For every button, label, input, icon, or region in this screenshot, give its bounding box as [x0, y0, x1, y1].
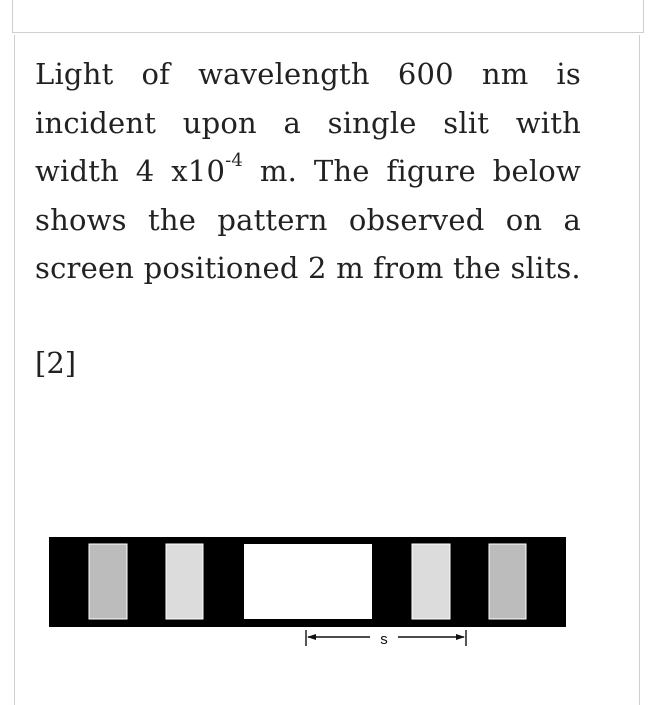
marks-label: [2] — [35, 346, 77, 380]
exponent: -4 — [225, 150, 244, 172]
arrow-right-head — [456, 634, 465, 640]
diffraction-pattern-figure — [48, 536, 568, 652]
question-text-end: m. The figure below shows the pattern observed on a screen positioned 2 m from the slits. — [35, 154, 581, 285]
question-text — [35, 50, 581, 293]
question-text-main: Light of wavelength 600 nm is incident upon a single slit with width 4 x10 — [35, 57, 581, 188]
top-frame — [12, 0, 644, 33]
fringe-second-order-left — [89, 544, 127, 619]
fringe-first-order-right — [412, 544, 450, 619]
central-maximum — [244, 544, 372, 619]
fringe-first-order-left — [166, 544, 203, 619]
fringe-second-order-right — [489, 544, 526, 619]
arrow-left-head — [307, 634, 316, 640]
measurement-label: s — [380, 631, 388, 648]
